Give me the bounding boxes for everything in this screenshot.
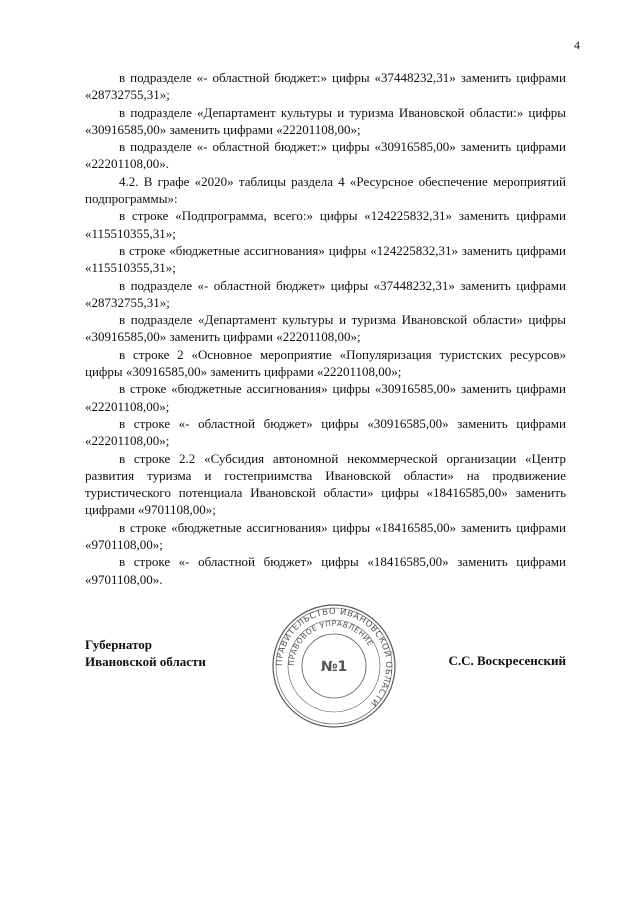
paragraph: в строке «бюджетные ассигнования» цифры «30916585,00» заменить цифрами «22201108,00»; [85,381,566,414]
signatory-position-line: Губернатор [85,637,153,652]
paragraph: в подразделе «- областной бюджет» цифры «37448232,31» заменить цифрами «28732755,31»; [85,277,566,310]
signatory-name: С.С. Воскресенский [448,653,566,668]
official-seal [269,601,399,731]
paragraph: в строке «Подпрограмма, всего:» цифры «124225832,31» заменить цифрами «115510355,31»; [85,208,566,241]
paragraph: в строке 2 «Основное мероприятие «Популяризация туристских ресурсов» цифры «30916585,00» заменить цифрами «22201108,00»; [85,346,566,380]
page-number: 4 [574,38,580,52]
paragraph: в строке 2.2 «Субсидия автономной некоммерческой организации «Центр развития туризма и гостеприимства Ивановской области» на продвижение туристического потенциала Ивановской области» цифры «18416585,00» заменить цифрами «9701108,00»; [85,450,566,518]
paragraph: в подразделе «Департамент культуры и туризма Ивановской области:» цифры «30916585,00» заменить цифрами «22201108,00»; [85,104,566,137]
paragraph: в подразделе «Департамент культуры и туризма Ивановской области» цифры «30916585,00» заменить цифрами «22201108,00»; [85,312,566,345]
signatory-position [85,636,206,671]
document-body [85,69,566,588]
signature-block [85,606,566,743]
seal-center-text: №1 [320,659,348,675]
paragraph: в строке «- областной бюджет» цифры «30916585,00» заменить цифрами «22201108,00»; [85,415,566,449]
signatory-position-line: Ивановской области [85,654,206,670]
paragraph: 4.2. В графе «2020» таблицы раздела 4 «Ресурсное обеспечение мероприятий подпрограммы»: [85,173,566,207]
seal-outer-text: ПРАВИТЕЛЬСТВО ИВАНОВСКОЙ ОБЛАСТИ [274,606,394,709]
paragraph: в подразделе «- областной бюджет:» цифры «37448232,31» заменить цифрами «28732755,31»; [85,70,566,103]
paragraph: в строке «- областной бюджет» цифры «18416585,00» заменить цифрами «9701108,00». [85,554,566,587]
paragraph: в подразделе «- областной бюджет:» цифры «30916585,00» заменить цифрами «22201108,00». [85,139,566,172]
seal-inner-text: ПРАВОВОЕ УПРАВЛЕНИЕ [286,618,376,667]
paragraph: в строке «бюджетные ассигнования» цифры «124225832,31» заменить цифрами «115510355,31»; [85,242,566,276]
paragraph: в строке «бюджетные ассигнования» цифры «18416585,00» заменить цифрами «9701108,00»; [85,519,566,553]
